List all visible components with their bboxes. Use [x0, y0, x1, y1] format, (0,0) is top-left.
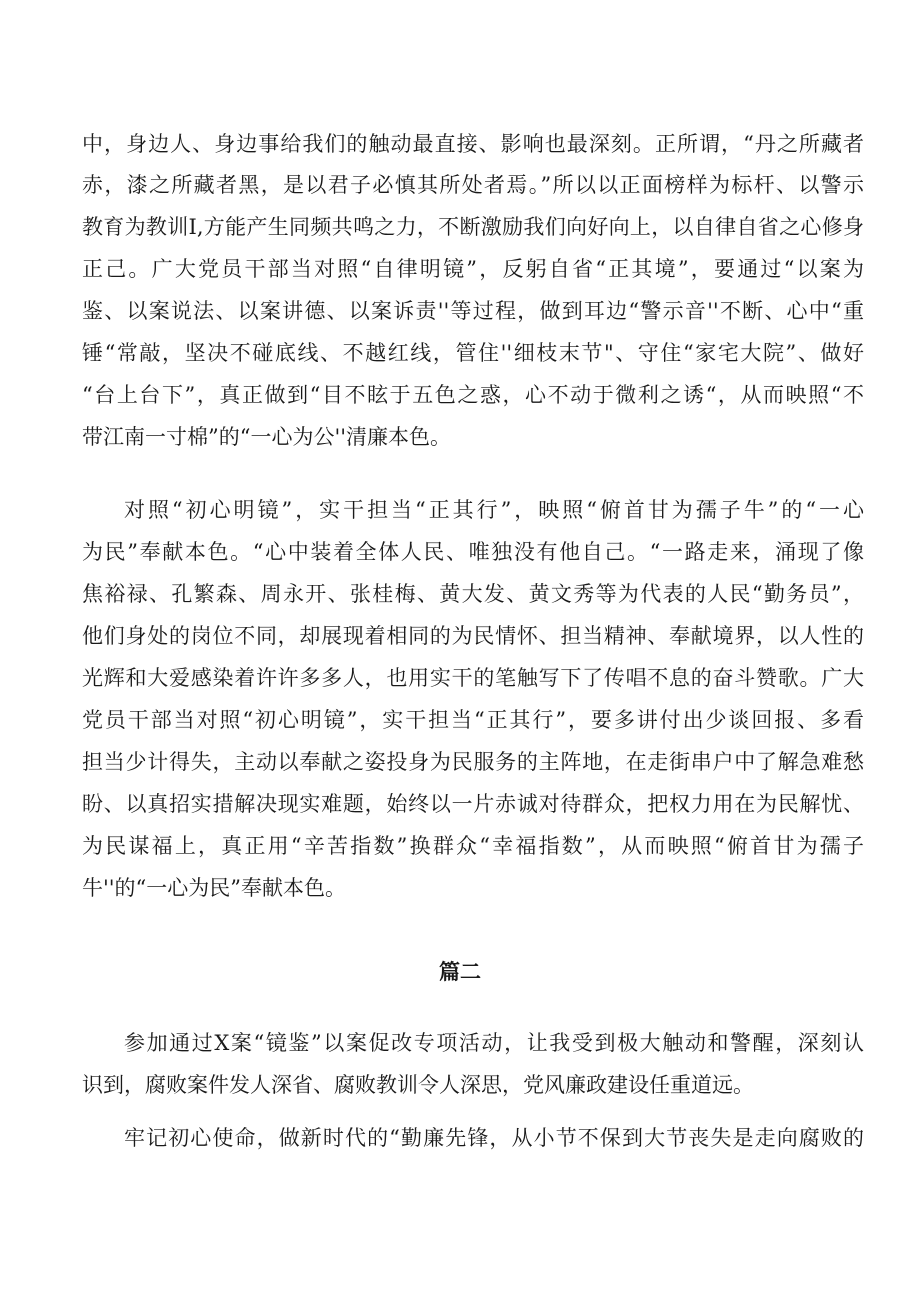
text-line: 焦裕禄、孔繁森、周永开、张桂梅、黄大发、黄文秀等为代表的人民“勤务员”， — [82, 582, 864, 606]
text-line: “台上台下”，真正做到“目不眩于五色之惑，心不动于微利之诱“，从而映照“不 — [82, 383, 864, 407]
text-line: 教育为教训I,方能产生同频共鸣之力，不断激励我们向好向上，以自律自省之心修身 — [82, 215, 864, 239]
text-line: 他们身处的岗位不同，却展现着相同的为民情怀、担当精神、奉献境界，以人性的 — [82, 624, 864, 648]
text-line: 对照“初心明镜”，实干担当“正其行”，映照“俯首甘为孺子牛”的“一心 — [124, 498, 864, 522]
text-line: 中，身边人、身边事给我们的触动最直接、影响也最深刻。正所谓，“丹之所藏者 — [82, 132, 864, 156]
text-line: 正己。广大党员干部当对照“自律明镜”，反躬自省“正其境”，要通过“以案为 — [82, 257, 864, 281]
text-line: 为民”奉献本色。“心中装着全体人民、唯独没有他自己。“一路走来，涌现了像 — [82, 540, 864, 564]
text-line: 牢记初心使命，做新时代的“勤廉先锋，从小节不保到大节丧失是走向腐败的 — [124, 1126, 864, 1150]
text-line: 识到，腐败案件发人深省、腐败教训令人深思，党风廉政建设任重道远。 — [82, 1073, 754, 1097]
text-line: 牛''的“一心为民”奉献本色。 — [82, 876, 347, 900]
text-line: 锤“常敲，坚决不碰底线、不越红线，管住''细枝末节"、守住“家宅大院”、做好 — [82, 341, 864, 365]
text-line: 光辉和大爱感染着许许多多人，也用实干的笔触写下了传唱不息的奋斗赞歌。广大 — [82, 666, 864, 690]
text-line: 为民谋福上，真正用“辛苦指数”换群众“幸福指数”，从而映照“俯首甘为孺子 — [82, 834, 864, 858]
text-line: 担当少计得失，主动以奉献之姿投身为民服务的主阵地，在走街串户中了解急难愁 — [82, 750, 864, 774]
text-line: 赤，漆之所藏者黑，是以君子必慎其所处者焉。”所以以正面榜样为标杆、以警示 — [82, 173, 864, 197]
section-heading: 篇二 — [439, 959, 481, 984]
text-line: 鉴、以案说法、以案讲德、以案诉责''等过程，做到耳边“警示音''不断、心中“重 — [82, 299, 864, 323]
text-line: 参加通过X案“镜鉴”以案促改专项活动，让我受到极大触动和警醒，深刻认 — [124, 1031, 864, 1055]
text-line: 党员干部当对照“初心明镜”，实干担当“正其行”，要多讲付出少谈回报、多看 — [82, 708, 864, 732]
text-line: 盼、以真招实措解决现实难题，始终以一片赤诚对待群众，把权力用在为民解忧、 — [82, 792, 864, 816]
text-line: 带江南一寸棉”的“一心为公''清廉本色。 — [82, 425, 452, 449]
